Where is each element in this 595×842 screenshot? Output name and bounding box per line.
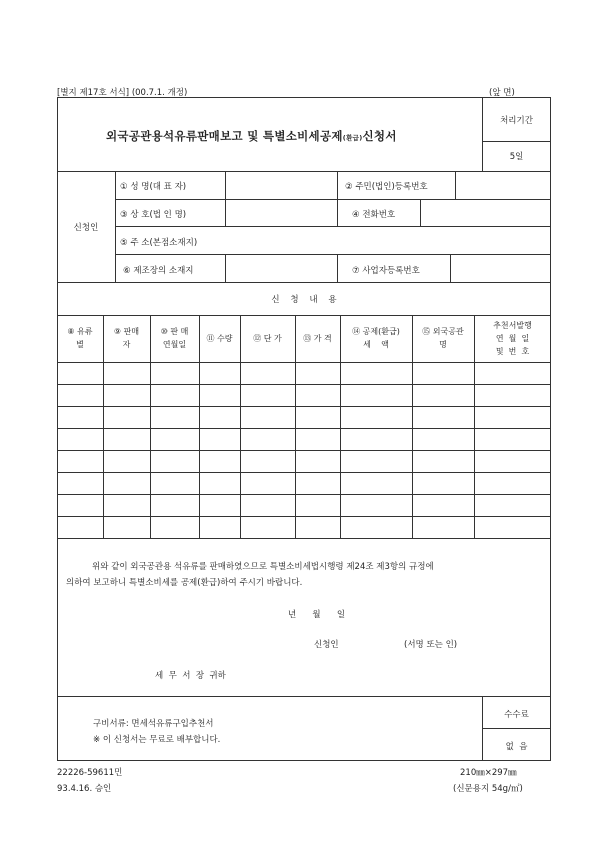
address-field[interactable] <box>226 227 550 253</box>
applicant-group-label: 신청인 <box>73 223 99 233</box>
firm-label: ③ 상 호(법 인 명) <box>120 210 187 220</box>
period-value: 5일 <box>509 152 524 162</box>
page-side: (앞 면) <box>489 88 515 98</box>
id-number-label: ② 주민(법인)등록번호 <box>345 182 428 192</box>
factory-field[interactable] <box>226 255 336 281</box>
firm-field[interactable] <box>226 200 336 225</box>
col-price: ⑬ 가 격 <box>303 334 332 343</box>
col-seller: ⑨ 판매 자 <box>113 327 140 349</box>
fee-label: 수수료 <box>504 710 529 720</box>
id-number-field[interactable] <box>456 172 550 198</box>
col-recommendation: 추천서발행 연 월 일 및 번 호 <box>493 321 532 356</box>
phone-label: ④ 전화번호 <box>352 210 396 220</box>
col-quantity: ⑪ 수량 <box>206 334 233 343</box>
approval-date: 93.4.16. 승인 <box>57 784 112 794</box>
title-paren: (환급) <box>342 134 363 142</box>
col-embassy-name: ⑮ 외국공관 명 <box>422 327 464 349</box>
paper-type: (신문용지 54g/㎡) <box>453 784 523 794</box>
name-label: ① 성 명(대 표 자) <box>120 182 187 192</box>
free-notice: ※ 이 신청서는 무료로 배부합니다. <box>93 735 221 745</box>
col-tax-amount: ⑭ 공제(환급) 세 액 <box>352 327 400 349</box>
fee-value: 없 음 <box>505 742 528 752</box>
bizno-field[interactable] <box>451 255 550 281</box>
statement-line-2: 의하여 보고하니 특별소비세를 공제(환급)하여 주시기 바랍니다. <box>66 578 303 588</box>
addressee: 세 무 서 장 귀하 <box>155 671 226 681</box>
col-unit-price: ⑫ 단 가 <box>253 334 282 343</box>
section-title: 신 청 내 용 <box>271 295 337 305</box>
bizno-label: ⑦ 사업자등록번호 <box>352 266 420 276</box>
period-label: 처리기간 <box>500 116 533 126</box>
form-code: 22226-59611민 <box>57 768 123 778</box>
col-oil-type: ⑧ 유류 별 <box>67 327 93 349</box>
signature-hint: (서명 또는 인) <box>404 640 458 650</box>
title-tail: 신청서 <box>362 129 397 143</box>
date-line: 년 월 일 <box>288 610 346 620</box>
factory-label: ⑥ 제조장의 소재지 <box>123 266 194 276</box>
paper-size: 210㎜×297㎜ <box>460 768 517 778</box>
col-sale-date: ⑩ 판 매 연월일 <box>160 327 189 349</box>
statement-line-1: 위와 같이 외국공관용 석유류를 판매하였으므로 특별소비세법시행령 제24조 제3항의 규정에 <box>92 562 434 572</box>
address-label: ⑤ 주 소(본점소재지) <box>120 238 198 248</box>
required-docs: 구비서류: 면세석유류구입추천서 <box>93 719 214 729</box>
phone-field[interactable] <box>421 200 550 225</box>
form-title <box>106 128 397 144</box>
signer-label: 신청인 <box>314 640 339 650</box>
form-number: [별지 제17호 서식] (00.7.1. 개정) <box>57 88 188 98</box>
title-main: 외국공관용석유류판매보고 및 특별소비세공제 <box>106 129 343 143</box>
name-field[interactable] <box>226 172 336 198</box>
